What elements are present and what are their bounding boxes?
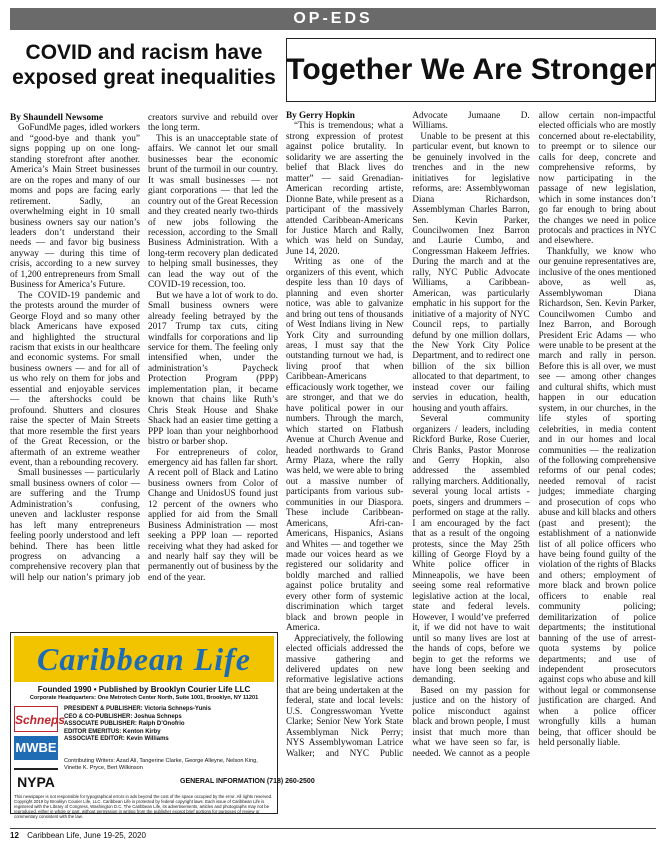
staff-line: ASSOCIATE EDITOR: Kevin Williams (64, 736, 169, 743)
masthead-disclaimer: This newspaper is not responsible for typographical errors in ads beyond the cost of the space occupied by the error. All rights reserved. Copyright 2019 by Brooklyn Courier Life, LLC. Caribbean Life is protected by federal copyright laws. Each issue of Caribbean Life is registered with the Library of Congress, Washington D.C. The Caribbean Life, its advertisements, articles and photographs may not be reproduced, either in whole or part, without permission in writing from the publisher except brief portions for purposes of review or commentary consistent with the law. (14, 794, 273, 819)
left-paragraph: The COVID-19 pandemic and the protests around the murder of George Floyd and so many other black Americans have exposed and highlighted the structural racism that exists in our healthcare and economic systems. For small business owners — and for all of us who rely on them for jobs and essential and enjoyable services — the aftershocks could be profound. Shutters and closures raise the specter of Main Streets that more resemble the first years of the Great Recession, or the aftermath of an extreme weather event, than a rebounding recovery. (10, 290, 140, 468)
left-article-body (10, 113, 278, 623)
mwbe-logo: MWBE (14, 736, 58, 760)
left-paragraph: But we have a lot of work to do. Small business owners were already feeling betrayed by the 2017 Trump tax cuts, citing windfalls for corporations and lip service for them. The feeling only intensified when, under the administration’s Paycheck Protection Program (PPP) implementation plan, it became known that chains like Ruth’s Chris Steak House and Shake Shack had an easier time getting a PPP loan than your neighborhood bistro or barber shop. (148, 290, 278, 448)
left-headline: COVID and racism have exposed great inequalities (12, 41, 276, 89)
staff-line: EDITOR EMERITUS: Kenton Kirby (64, 728, 161, 735)
right-paragraph: “This is tremendous; what a strong expression of protest against police brutality. In solidarity we are asserting the belief that Black lives do matter” — said Grenadian-American recording artiste, Dionne Bate, while present as a participant of the massively attended Caribbean-Americans for Justice March and Rally, which was held on Sunday, June 14, 2020. (286, 120, 404, 256)
left-paragraph: For entrepreneurs of color, emergency aid has fallen far short. A recent poll of Black and Latino business owners from Color of Change and UnidosUS found just 12 percent of the owners who applied for aid from the Small Business Administration — most seeking a PPP loan — reported receiving what they had asked for and nearly half say they will be permanently out of business by the end of the year. (148, 447, 278, 583)
page-footer (10, 828, 656, 843)
page-number: 12 (10, 831, 19, 840)
masthead-staff (64, 706, 274, 744)
right-article-body (286, 110, 656, 825)
right-paragraph: Based on my passion for justice and on the history of police misconduct against black and brown people, I must insist that much more than what we have seen so far, is needed. We cannot as a people allow certain non-impactful elected officials who are mostly concerned about re-electability, to preempt or to silence our calls for deep, concrete and comprehensive reforms, by now participating in the passage of new legislation, which in some instances don’t go far enough to bring about the changes we need in police protocals and practices in NYC and elsewhere. (412, 110, 656, 758)
right-byline: By Gerry Hopkin (286, 110, 355, 120)
left-paragraph: GoFundMe pages, idled workers and “good-bye and thank you” signs popping up on one long-standing storefront after another. America’s Main Street businesses are on the ropes and many of our moms and pops are facing early retirement. Sadly, an overwhelming eight in 10 small business owners say our nation’s leaders don’t understand their needs — and favor big business anyway — during this time of crisis, according to a new survey of 1,200 entrepreneurs from Small Business for America’s Future. (10, 123, 140, 291)
right-paragraph: Unable to be present at this particular event, but known to be genuinely involved in the trenches and in the new initiatives for legislative reforms, are: Assemblywoman Diana Richardson, Assemblyman Charles Barron, Sen. Kevin Parker, Councilwomen Inez Barron and Laurie Cumbo, and Congressman Hakeem Jeffries. During the march and at the rally, NYC Public Advocate Williams, a Caribbean-American, was particularly emphatic in his support for the initiative of a majority of NYC Council reps, to partially defund by one million dollars, the New York City Police Department, and to redirect one billion of the six billion allocated to that department, to instead cover our failing servies in education, health, housing and youth affairs. (412, 130, 530, 413)
right-paragraph: Writing as one of the organizers of this event, which despite less than 10 days of planning and even shorter notice, was able to galvanize and bring out tens of thousands of West Indians living in New York City and surrounding areas, I must say that the outstanding turnout we had, is living proof that when Caribbean-Americans efficaciously work together, we are stronger, and that we do have political power in our numbers. Through the march, which started on Flatbush Avenue at Church Avenue and headed northwards to Grand Army Plaza, where the rally was held, we were able to bring out a massive number of participants from various sub-communities in our Diaspora. These include Caribbean-Americans, Afri-can-Americans, Hispanics, Asians and Whites — and together we made our voices heard as we registered our solidarity and boldly marched and rallied against police brutality and every other form of systemic discrimination which target black and brown people in America. (286, 256, 404, 633)
caribbean-life-logo (14, 636, 274, 682)
contributing-writers: Contributing Writers: Azad Ali, Tangerine Clarke, George Alleyne, Nelson King, Vinette K. Pryce, Bert Wilkinson (64, 758, 258, 771)
schneps-logo: Schneps (14, 706, 58, 732)
nypa-logo: NYPA (14, 768, 58, 794)
right-paragraph: Several community organizers / leaders, including Rickford Burke, Rose Cuerier, Chris Banks, Pastor Monrose and Gerry Hopkin, also addressed the assembled rallying marchers. Additionally, several young local artists - poets, singers and drummers – performed on stage at the rally. I am encouraged by the fact that as a result of the ongoing protests, since the May 25th killing of George Floyd by a White police officer in Minneapolis, we have been seeing some real reformative legislative action at the local, state and federal levels. However, I would’ve preferred it, if we did not have to wait until so many lives are lost at the hands of cops, before we begin to get the reforms we have long been seeking and demanding. (412, 413, 530, 685)
right-paragraph: Appreciatively, the following elected officials addressed the massive gathering and delivered updates on new reformative legislative actions that are being undertaken at the federal, state and local levels: U.S. Congresswoman Yvette Clarke; Senior New York State Assemblyman Nick Perry; NYS Assemblywoman Latrice Walker; and NYC Public Advocate Jumaane D. Williams. (286, 110, 530, 758)
general-information: GENERAL INFORMATION (718) 260-2500 (180, 778, 315, 785)
left-byline: By Shaundell Newsome (10, 113, 103, 123)
staff-line: CEO & CO-PUBLISHER: Joshua Schneps (64, 713, 182, 720)
left-paragraph: This is an unacceptable state of affairs. We cannot let our small businesses bear the economic brunt of the turmoil in our country. It was small businesses — not giant corporations — that led the country out of the Great Recession and they created nearly two-thirds of new jobs following the recession, according to the Small Business Administration. With a long-term recovery plan dedicated to helping small businesses, they can lead the way out of the COVID-19 recession, too. (148, 133, 278, 291)
logo-text: Caribbean Life (37, 640, 251, 677)
masthead-headquarters: Corporate Headquarters: One Metrotech Center North, Suite 1001, Brooklyn, NY 11201 (29, 695, 259, 701)
right-headline: Together We Are Stronger (286, 53, 656, 86)
section-banner: OP-EDS (10, 8, 656, 30)
staff-line: ASSOCIATE PUBLISHER: Ralph D’Onofrio (64, 721, 185, 728)
left-paragraph: Small businesses — particularly small business owners of color — are suffering and the Trump Administration’s confusing, uneven and lackluster response has left many entrepreneurs feeling poorly understood and left behind. There has been little progress on advancing a comprehensive recovery plan that will help our nation’s primary job creators survive and rebuild over the long term. (10, 113, 278, 583)
footer-publication: Caribbean Life, June 19-25, 2020 (27, 831, 146, 840)
staff-line: PRESIDENT & PUBLISHER: Victoria Schneps-Yunis (64, 706, 211, 712)
right-paragraph: Thankfully, we know who our genuine representatives are, inclusive of the ones mentioned above, as well as, Assemblywoman Diana Richardson, Sen. Kevin Parker, Councilwomen Cumbo and Inez Barron, and Borough President Eric Adams — who were unable to be present at the march and rally in person. Before this is all over, we must see — among other changes and cultural shifts, which must happen in our education system, in our churches, in the life styles of sporting celebrities, in media content and in our homes and local communities — the realization of the following comprehensive reforms of our penal codes; needed removal of racist judges; immediate charging and prosecution of cops who abuse and kill blacks and others (past and present); the establishment of a nationwide list of all police officers who have being found guilty of the violation of the rights of Blacks and others; employment of more black and brown police officers to enable real community policing; demilitarization of police departments; the institutional banning of the use of arrest-quota systems by police departments; and use of independent prosecutors against cops who abuse and kill without legal or commonsense justification are charged. And when a police officer wrongfully kills a human being, that officer should be held personally liable. (538, 245, 656, 748)
masthead-founded: Founded 1990 • Published by Brooklyn Courier Life LLC (37, 685, 251, 694)
